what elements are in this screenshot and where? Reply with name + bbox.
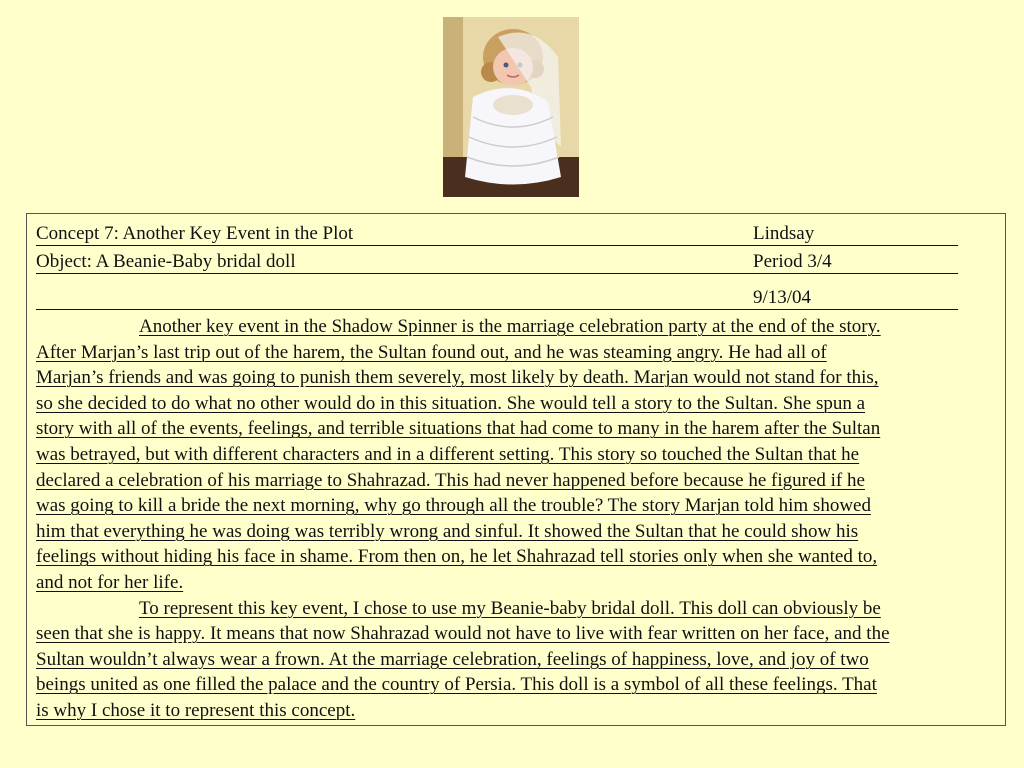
text-line: After Marjan’s last trip out of the harem, the Sultan found out, and he was steaming angry. He had all of [36,341,827,363]
text-line: To represent this key event, I chose to use my Beanie-baby bridal doll. This doll can obviously be [139,597,881,619]
header-row-object [36,251,958,274]
header-row-concept [36,223,958,246]
text-line: Another key event in the Shadow Spinner is the marriage celebration party at the end of the story. [139,316,881,337]
text-line: Sultan wouldn’t always wear a frown. At the marriage celebration, feelings of happiness, love, and joy of two [36,648,869,670]
date: 9/13/04 [753,287,812,308]
text-line: him that everything he was doing was terribly wrong and sinful. It showed the Sultan that he could show his [36,520,859,542]
text-line: so she decided to do what no other would do in this situation. She would tell a story to the Sultan. She spun a [36,392,866,414]
text-line: seen that she is happy. It means that now Shahrazad would not have to live with fear written on her face, and the [36,623,890,645]
class-period: Period 3/4 [753,251,832,272]
text-line: beings united as one filled the palace and the country of Persia. This doll is a symbol of all these feelings. That [36,674,877,696]
student-name: Lindsay [753,223,815,244]
concept-title: Concept 7: Another Key Event in the Plot [36,223,354,244]
text-line: is why I chose it to represent this concept. [36,699,356,721]
text-line: was going to kill a bride the next morning, why go through all the trouble? The story Marjan told him showed [36,495,871,517]
essay-body [36,314,994,724]
text-line: Marjan’s friends and was going to punish them severely, most likely by death. Marjan would not stand for this, [36,367,879,389]
object-label: Object: A Beanie-Baby bridal doll [36,251,296,272]
text-line: was betrayed, but with different characters and in a different setting. This story so touched the Sultan that he [36,443,860,465]
text-line: and not for her life. [36,571,184,593]
text-line: story with all of the events, feelings, and terrible situations that had come to many in the harem after the Sultan [36,418,881,440]
text-line: declared a celebration of his marriage to Shahrazad. This had never happened before because he figured if he [36,469,865,491]
bridal-doll-photo [443,17,579,197]
header-row-date [36,287,958,310]
text-line: feelings without hiding his face in shame. From then on, he let Shahrazad tell stories only when she wanted to, [36,546,878,568]
